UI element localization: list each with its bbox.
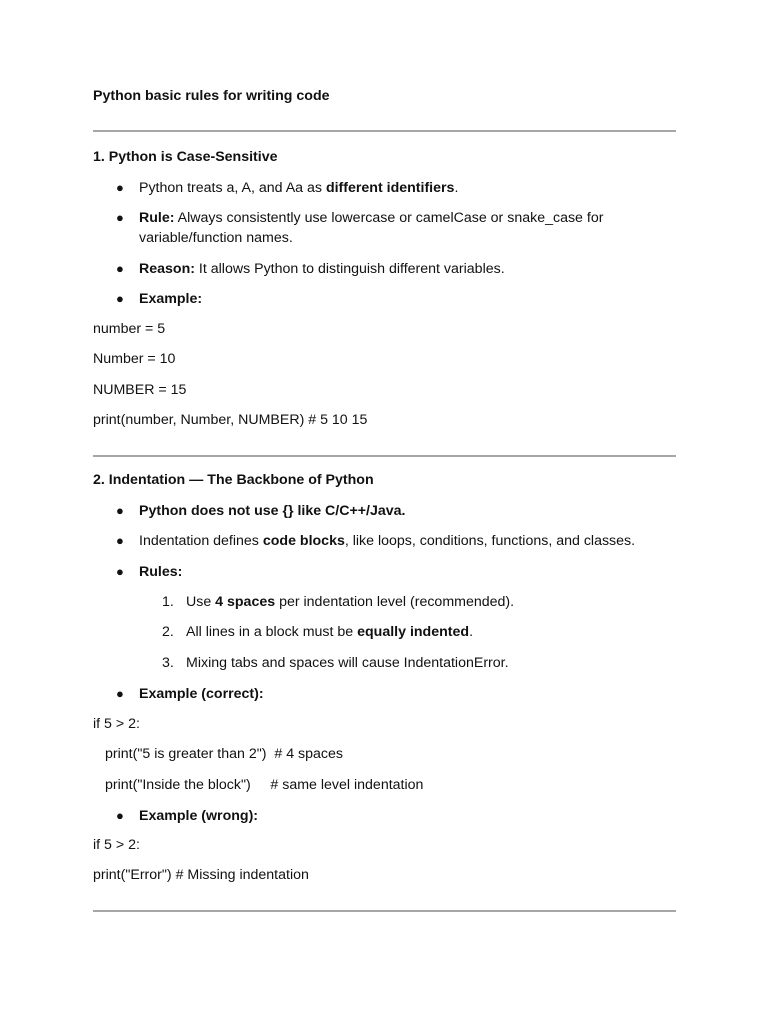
code-line: print(number, Number, NUMBER) # 5 10 15 [93,412,368,428]
section-1-heading: 1. Python is Case-Sensitive [93,149,278,165]
document-title: Python basic rules for writing code [93,88,330,104]
bullet-icon: ● [116,533,124,548]
horizontal-rule [93,455,676,457]
code-line: number = 5 [93,321,166,337]
section-2-example-wrong-label: Example (wrong): [139,808,259,824]
code-line: Number = 10 [93,351,176,367]
bullet-icon: ● [116,808,124,823]
bullet-icon: ● [116,686,124,701]
code-line: print("Error") # Missing indentation [93,867,309,883]
bullet-icon: ● [116,210,124,225]
code-line: if 5 > 2: [93,837,140,853]
bullet-icon: ● [116,503,124,518]
horizontal-rule [93,910,676,912]
section-1-bullet-2: Rule: Always consistently use lowercase or camelCase or snake_case for [139,210,604,226]
code-line: NUMBER = 15 [93,382,187,398]
section-2-heading: 2. Indentation — The Backbone of Python [93,472,374,488]
section-2-bullet-2: Indentation defines code blocks, like loops, conditions, functions, and classes. [139,533,636,549]
bullet-icon: ● [116,564,124,579]
section-2-example-correct-label: Example (correct): [139,686,264,702]
bullet-icon: ● [116,261,124,276]
section-2-bullet-1: Python does not use {} like C/C++/Java. [139,503,406,519]
rule-item-2: All lines in a block must be equally indented. [186,624,474,640]
horizontal-rule [93,130,676,132]
section-1-bullet-3: Reason: It allows Python to distinguish different variables. [139,261,505,277]
rule-item-3: Mixing tabs and spaces will cause IndentationError. [186,655,509,671]
section-2-bullet-3: Rules: [139,564,183,580]
section-1-bullet-1: Python treats a, A, and Aa as different identifiers. [139,180,459,196]
section-1-bullet-4: Example: [139,291,203,307]
code-line: print("5 is greater than 2") # 4 spaces [105,746,343,762]
code-line: print("Inside the block") # same level indentation [105,777,424,793]
bullet-icon: ● [116,180,124,195]
rule-item-1: Use 4 spaces per indentation level (recommended). [186,594,515,610]
code-line: if 5 > 2: [93,716,140,732]
section-1-bullet-2-continuation: variable/function names. [139,230,293,246]
bullet-icon: ● [116,291,124,306]
rule-number: 3. [162,655,174,671]
rule-number: 1. [162,594,174,610]
rule-number: 2. [162,624,174,640]
